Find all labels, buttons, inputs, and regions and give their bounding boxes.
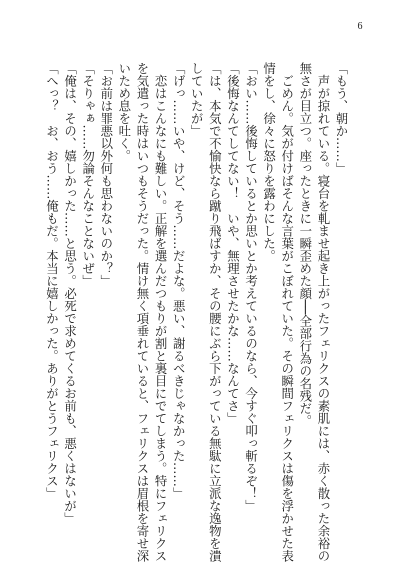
vertical-text-body bbox=[42, 62, 350, 562]
text-line: していたが」 bbox=[189, 62, 205, 137]
text-line: いため息を吐く。 bbox=[116, 62, 132, 162]
text-line: 「へっ？ お、おう……俺もだ。本当に嬉しかった。ありがとうフェリクス」 bbox=[44, 62, 60, 500]
text-line: 「そりゃぁ……勿論そんなことないぜ」 bbox=[80, 62, 96, 287]
text-line: 「お前は罪悪以外何も思わないのか？」 bbox=[98, 62, 114, 287]
text-line: 恋はこんなにも難しい。正解を選んだつもりが割と裏目にでてしまう。特にフェリクス bbox=[153, 62, 169, 562]
text-line: 無さが目立つ。座ったときに一瞬歪めた顔──全部行為の名残だ。 bbox=[297, 62, 313, 428]
text-line: 「おい……後悔しているとか思いとか考えているのなら、今すぐ叩っ斬るぞ！」 bbox=[243, 62, 259, 512]
text-line: ごめん。気が付けばそんな言葉がこぼれていた。その瞬間フェリクスは傷を浮かせた表 bbox=[279, 62, 295, 562]
text-line: 声が掠れている。寝台を軋ませ起き上がったフェリクスの素肌には、赤く散った余裕の bbox=[315, 62, 331, 562]
text-line: 「げっ……いや、けど、そう……だよな。悪い、謝るべきじゃなかった……」 bbox=[171, 62, 187, 500]
page-number: 6 bbox=[357, 21, 363, 32]
text-line: 「は、本気で不愉快なら蹴り飛ばすか、その腰にぶら下がっている無駄に立派な逸物を潰 bbox=[207, 62, 223, 562]
text-line: 「もう、朝か……」 bbox=[334, 62, 349, 175]
text-line: 「後悔なんてしてない！ いや、無理させたかな……なんてさ」 bbox=[225, 62, 241, 425]
text-line: 情をし、徐々に怒りを露わにした。 bbox=[261, 62, 277, 262]
text-line: 「俺は、その、嬉しかった……と思う。必死で求めてくるお前も、悪くはないが」 bbox=[62, 62, 78, 525]
text-line: を気遣った時はいつもそうだった。情け無く項垂れていると、フェリクスは眉根を寄せ深 bbox=[134, 62, 150, 562]
